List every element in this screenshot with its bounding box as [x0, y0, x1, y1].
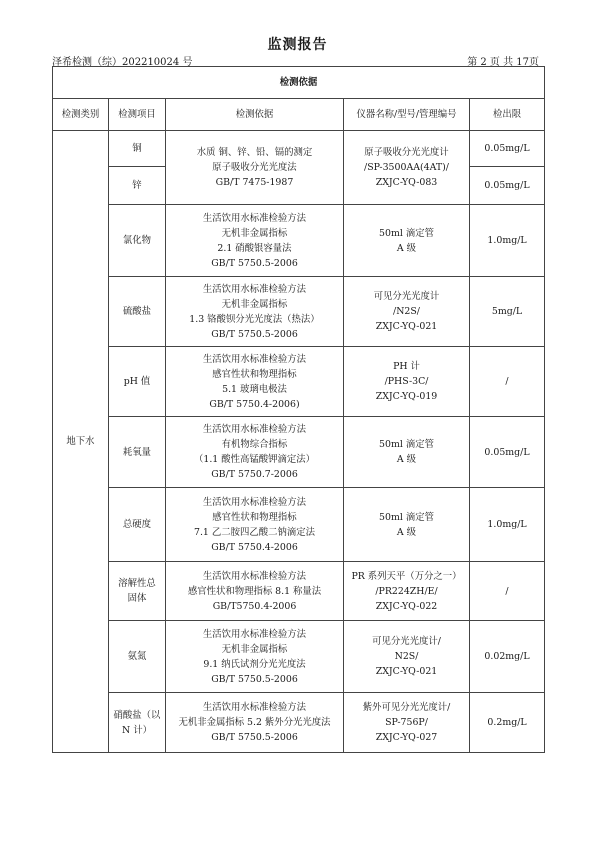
- basis-line: GB/T 5750.4-2006): [209, 398, 300, 410]
- instrument-cell: [344, 417, 470, 488]
- basis-line: GB/T 5750.5-2006: [211, 328, 298, 340]
- item-cell: 硫酸盐: [109, 277, 166, 347]
- instrument-line: ZXJC-YQ-027: [375, 732, 438, 743]
- table-row: [53, 693, 545, 753]
- basis-line: GB/T5750.4-2006: [212, 600, 297, 612]
- instrument-line: 可见分光光度计/: [372, 636, 441, 647]
- item-line: 固体: [127, 593, 147, 604]
- instrument-line: /PHS-3C/: [384, 376, 429, 387]
- basis-line: GB/T 5750.4-2006: [211, 541, 298, 553]
- instrument-line: ZXJC-YQ-021: [375, 666, 438, 677]
- limit-cell: /: [470, 347, 545, 417]
- item-cell: [109, 693, 166, 753]
- basis-line: GB/T 7475-1987: [215, 177, 294, 188]
- table-row: [53, 621, 545, 693]
- instrument-line: 原子吸收分光光度计: [364, 147, 449, 158]
- limit-cell: 0.05mg/L: [470, 131, 545, 167]
- basis-line: 生活饮用水标准检验方法: [202, 570, 307, 582]
- instrument-line: A 级: [396, 526, 417, 538]
- basis-line: 无机非金属指标 5.2 紫外分光光度法: [178, 717, 331, 728]
- limit-cell: 0.05mg/L: [470, 167, 545, 205]
- item-cell: 耗氧量: [109, 417, 166, 488]
- column-header-instrument: 仪器名称/型号/管理编号: [344, 99, 470, 131]
- section-header-row: [53, 67, 545, 99]
- table-row: [53, 488, 545, 562]
- limit-cell: 1.0mg/L: [470, 205, 545, 277]
- basis-line: 生活饮用水标准检验方法: [202, 283, 307, 295]
- item-cell: 铜: [109, 131, 166, 167]
- limit-cell: 5mg/L: [470, 277, 545, 347]
- basis-line: 无机非金属指标: [221, 227, 288, 239]
- item-cell: [109, 562, 166, 621]
- basis-line: 生活饮用水标准检验方法: [202, 212, 307, 224]
- column-header-limit: 检出限: [470, 99, 545, 131]
- instrument-cell: [344, 621, 470, 693]
- column-header-basis: 检测依据: [166, 99, 344, 131]
- table-row: [53, 277, 545, 347]
- item-cell: 氯化物: [109, 205, 166, 277]
- basis-line: GB/T 5750.5-2006: [211, 673, 298, 685]
- instrument-line: ZXJC-YQ-019: [375, 391, 438, 402]
- item-cell: 氨氮: [109, 621, 166, 693]
- basis-line: GB/T 5750.5-2006: [211, 732, 298, 743]
- table-row: [53, 562, 545, 621]
- basis-cell: [166, 277, 344, 347]
- basis-line: 5.1 玻璃电极法: [222, 383, 287, 395]
- instrument-cell: [344, 347, 470, 417]
- basis-line: GB/T 5750.5-2006: [211, 257, 298, 269]
- report-number: 泽希检测（综）202210024 号: [52, 57, 193, 68]
- basis-line: （1.1 酸性高锰酸钾滴定法）: [193, 454, 315, 465]
- limit-cell: 0.02mg/L: [470, 621, 545, 693]
- category-cell: 地下水: [53, 131, 109, 753]
- basis-cell: [166, 488, 344, 562]
- basis-line: 感官性状和物理指标: [212, 368, 297, 380]
- instrument-line: A 级: [396, 454, 417, 465]
- instrument-cell: [344, 693, 470, 753]
- column-header-item: 检测项目: [109, 99, 166, 131]
- basis-line: 2.1 硝酸银容量法: [217, 242, 292, 254]
- instrument-line: PH 计: [393, 361, 420, 372]
- basis-line: 无机非金属指标: [221, 643, 288, 655]
- instrument-line: /N2S/: [393, 306, 420, 317]
- instrument-line: ZXJC-YQ-083: [375, 177, 438, 188]
- detection-basis-table: [52, 66, 545, 753]
- instrument-line: SP-756P/: [385, 717, 428, 728]
- limit-cell: 0.05mg/L: [470, 417, 545, 488]
- item-line: 硝酸盐（以: [113, 709, 161, 721]
- item-line: N 计）: [122, 724, 152, 736]
- instrument-line: /PR224ZH/E/: [375, 585, 438, 597]
- instrument-line: 50ml 滴定管: [379, 439, 434, 450]
- instrument-line: PR 系列天平（万分之一）: [351, 570, 462, 582]
- instrument-cell: [344, 205, 470, 277]
- instrument-line: 可见分光光度计: [373, 291, 440, 302]
- instrument-cell: [344, 488, 470, 562]
- basis-cell: [166, 131, 344, 205]
- instrument-line: /SP-3500AA(4AT)/: [364, 162, 449, 173]
- table-row: [53, 131, 545, 167]
- table-row: [53, 347, 545, 417]
- table-row: [53, 417, 545, 488]
- basis-cell: [166, 205, 344, 277]
- basis-line: 生活饮用水标准检验方法: [202, 702, 307, 713]
- basis-line: 原子吸收分光光度法: [212, 162, 297, 173]
- basis-line: 生活饮用水标准检验方法: [202, 353, 307, 365]
- column-header-category: 检测类别: [53, 99, 109, 131]
- basis-line: 有机物综合指标: [221, 439, 288, 450]
- page-info: 第 2 页 共 17页: [467, 57, 539, 68]
- basis-cell: [166, 693, 344, 753]
- instrument-cell: [344, 562, 470, 621]
- instrument-line: ZXJC-YQ-021: [375, 321, 438, 332]
- basis-line: 无机非金属指标: [221, 298, 288, 310]
- basis-cell: [166, 347, 344, 417]
- basis-cell: [166, 562, 344, 621]
- instrument-cell: [344, 277, 470, 347]
- basis-cell: [166, 621, 344, 693]
- basis-line: 生活饮用水标准检验方法: [202, 424, 307, 435]
- basis-line: 9.1 纳氏试剂分光光度法: [203, 658, 306, 670]
- basis-line: 1.3 铬酸钡分光光度法（热法）: [189, 313, 320, 325]
- basis-line: 水质 铜、锌、铅、镉的测定: [196, 147, 313, 158]
- instrument-line: 紫外可见分光光度计/: [362, 702, 451, 713]
- item-cell: pH 值: [109, 347, 166, 417]
- basis-line: 生活饮用水标准检验方法: [202, 496, 307, 508]
- basis-line: GB/T 5750.7-2006: [211, 469, 298, 480]
- basis-line: 感官性状和物理指标 8.1 称量法: [187, 585, 322, 597]
- instrument-line: A 级: [396, 242, 417, 254]
- instrument-line: 50ml 滴定管: [379, 227, 434, 239]
- item-line: 溶解性总: [118, 578, 156, 589]
- basis-line: 生活饮用水标准检验方法: [202, 628, 307, 640]
- section-title: 检测依据: [53, 67, 545, 99]
- instrument-cell: [344, 131, 470, 205]
- basis-cell: [166, 417, 344, 488]
- column-header-row: [53, 99, 545, 131]
- instrument-line: N2S/: [394, 651, 419, 662]
- table-row: [53, 205, 545, 277]
- limit-cell: /: [470, 562, 545, 621]
- basis-line: 感官性状和物理指标: [212, 511, 297, 523]
- basis-line: 7.1 乙二胺四乙酸二钠滴定法: [193, 526, 315, 538]
- limit-cell: 0.2mg/L: [470, 693, 545, 753]
- instrument-line: 50ml 滴定管: [379, 511, 434, 523]
- instrument-line: ZXJC-YQ-022: [375, 600, 438, 612]
- item-cell: 总硬度: [109, 488, 166, 562]
- report-title: 监测报告: [267, 37, 328, 53]
- item-cell: 锌: [109, 167, 166, 205]
- limit-cell: 1.0mg/L: [470, 488, 545, 562]
